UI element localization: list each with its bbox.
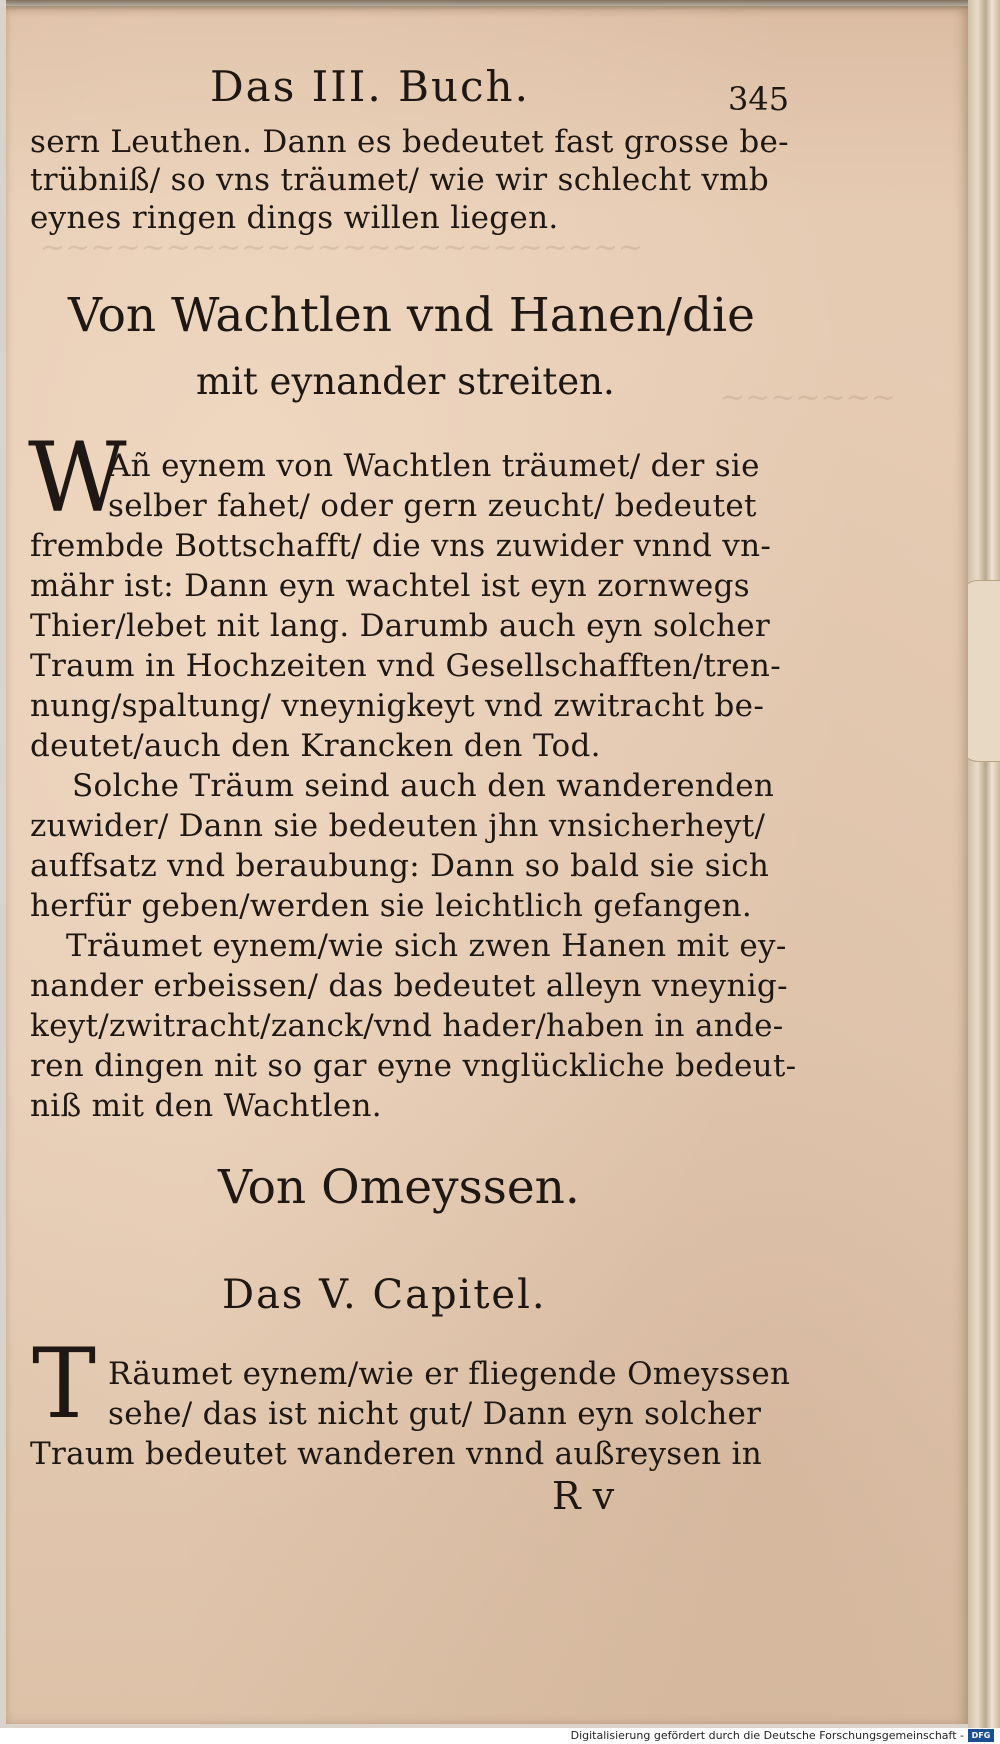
section-heading: Von Omeyssen. (218, 1160, 580, 1215)
show-through-texture: ~~~~~~~~~~~~~~~~~~~~~~~~ (40, 230, 644, 265)
page-number: 345 (728, 80, 790, 118)
drop-cap: T (32, 1328, 97, 1440)
running-head: Das III. Buch. (210, 62, 530, 111)
paragraph-line: Añ eynem von Wachtlen träumet/ der sie (108, 448, 760, 484)
intro-line: eynes ringen dings willen liegen. (30, 200, 559, 236)
chapter-heading: Das V. Capitel. (222, 1272, 547, 1318)
section-heading: Von Wachtlen vnd Hanen/die (68, 288, 755, 343)
paragraph-line: Traum bedeutet wanderen vnnd außreysen in (30, 1436, 763, 1472)
paragraph-line: Thier/lebet nit lang. Darumb auch eyn solcher (30, 608, 771, 644)
paragraph-line: mähr ist: Dann eyn wachtel ist eyn zornwegs (30, 568, 750, 604)
paragraph-line: auffsatz vnd beraubung: Dann so bald sie sich (30, 848, 770, 884)
footer-credit: Digitalisierung gefördert durch die Deutsche Forschungsgemeinschaft - (570, 1729, 964, 1742)
paragraph-line: sehe/ das ist nicht gut/ Dann eyn solcher (108, 1396, 762, 1432)
paragraph-line: keyt/zwitracht/zanck/vnd hader/haben in ande- (30, 1008, 784, 1044)
dfg-logo: DFG (968, 1729, 994, 1742)
intro-line: trübniß/ so vns träumet/ wie wir schlecht vmb (30, 162, 770, 198)
paragraph-line: nung/spaltung/ vneynigkeyt vnd zwitracht be- (30, 688, 765, 724)
paragraph-line: zuwider/ Dann sie bedeuten jhn vnsicherheyt/ (30, 808, 766, 844)
section-subheading: mit eynander streiten. (196, 360, 615, 403)
intro-line: sern Leuthen. Dann es bedeutet fast grosse be- (30, 124, 789, 160)
drop-cap: W (28, 422, 127, 534)
paragraph-line: frembde Bottschafft/ die vns zuwider vnnd vn- (30, 528, 772, 564)
paragraph-line: Traum in Hochzeiten vnd Gesellschafften/tren- (30, 648, 781, 684)
paragraph-line: selber fahet/ oder gern zeucht/ bedeutet (108, 488, 757, 524)
page-edge-stack (968, 0, 1000, 1728)
paragraph-line: herfür geben/werden sie leichtlich gefangen. (30, 888, 753, 924)
paragraph-line: deutet/auch den Krancken den Tod. (30, 728, 601, 764)
paragraph-line: ren dingen nit so gar eyne vnglückliche bedeut- (30, 1048, 797, 1084)
show-through-texture: ~~~~~~~ (720, 380, 896, 415)
paragraph-line: niß mit den Wachtlen. (30, 1088, 382, 1124)
paragraph-line: Räumet eynem/wie er fliegende Omeyssen (108, 1356, 791, 1392)
paragraph-line: Solche Träum seind auch den wanderenden (72, 768, 775, 804)
signature-mark: R v (552, 1474, 615, 1518)
paragraph-line: nander erbeissen/ das bedeutet alleyn vneynig- (30, 968, 788, 1004)
top-shadow (6, 0, 968, 10)
paragraph-line: Träumet eynem/wie sich zwen Hanen mit ey- (66, 928, 787, 964)
